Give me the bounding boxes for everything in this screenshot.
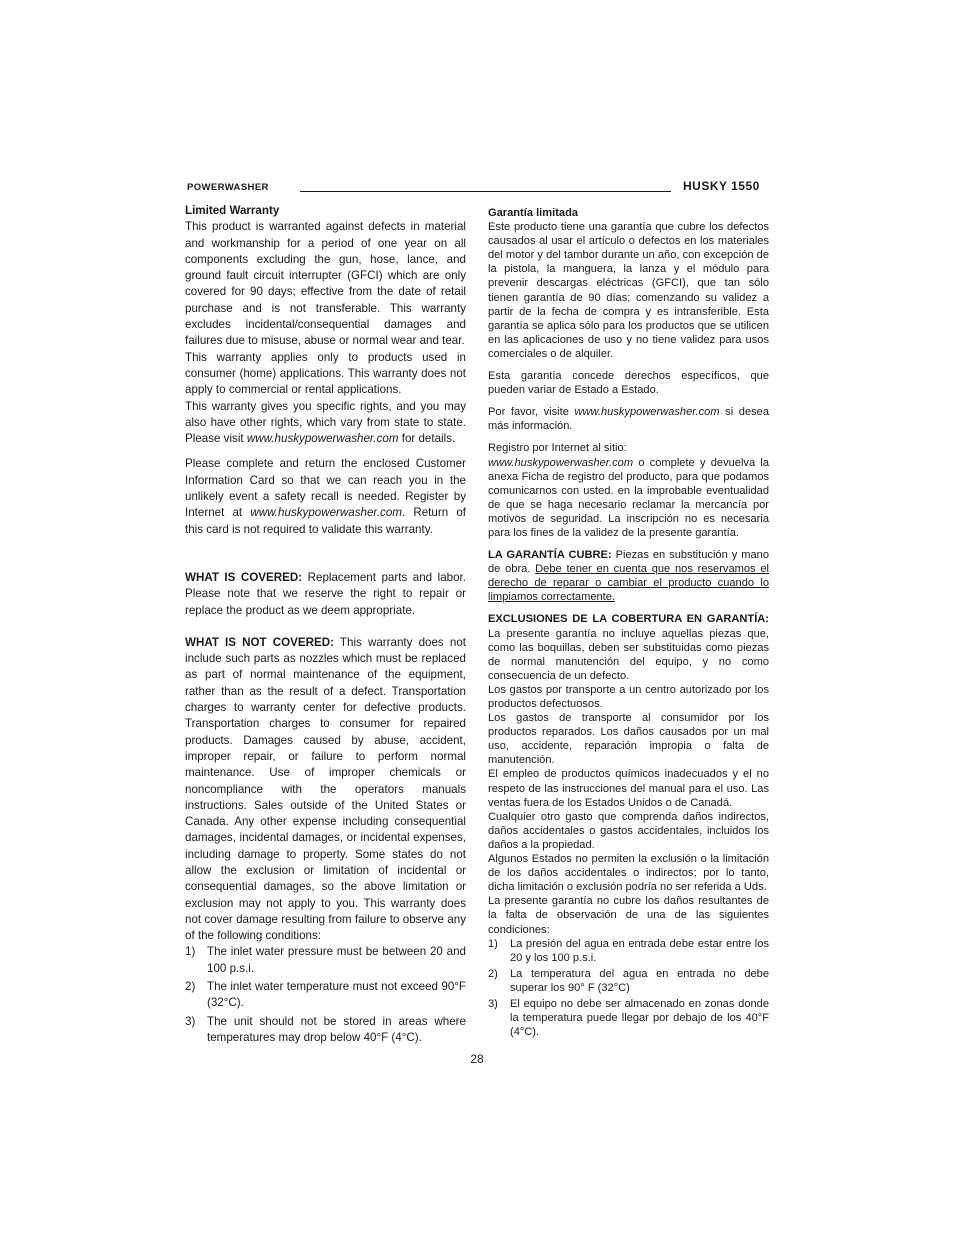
- registration-label: Registro por Internet al sitio:: [488, 442, 627, 455]
- exclusions-section: EXCLUSIONES DE LA COBERTURA EN GARANTÍA: La presente garantía no incluye aquellas piezas que, como las boquillas, deben ser substituidas como piezas de normal manutención del equipo, y no como consecuencia de un defecto.: [488, 613, 769, 682]
- not-covered-label: WHAT IS NOT COVERED:: [185, 635, 334, 649]
- website-link[interactable]: www.huskypowerwasher.com: [250, 506, 402, 520]
- header-product-type: POWERWASHER: [187, 182, 269, 193]
- covered-section: LA GARANTÍA CUBRE: Piezas en substitución y mano de obra. Debe tener en cuenta que nos reservamos el derecho de reparar o cambiar el producto cuando lo limpiamos correctamente.: [488, 549, 769, 604]
- covered-section: WHAT IS COVERED: Replacement parts and labor. Please note that we reserve the right to repair or replace the product as we deem appropriate.: [185, 570, 466, 617]
- warranty-paragraph: This product is warranted against defects in material and workmanship for a period of one year on all components excluding the gun, hose, lance, and ground fault circuit interrupter (GFCI) which are only covered for 90 days; effective from the date of retail purchase and is not transferable. This warranty excludes incidental/consequential damages and failures due to misuse, abuse or normal wear and tear.: [185, 220, 466, 348]
- english-column: [185, 203, 466, 1048]
- covered-label: LA GARANTÍA CUBRE:: [488, 549, 612, 562]
- warranty-paragraph: This warranty applies only to products used in consumer (home) applications. This warranty does not apply to commercial or rental applications.: [185, 350, 466, 397]
- page-number: 28: [470, 1052, 484, 1066]
- website-link[interactable]: www.huskypowerwasher.com: [488, 456, 634, 469]
- exclusion-paragraph: El empleo de productos químicos inadecuados y el no respeto de las instrucciones del manual para el uso. Las ventas fuera de los Estados Unidos o de Canadá.: [488, 768, 769, 809]
- list-item: 1) The inlet water pressure must be between 20 and 100 p.s.i.: [185, 945, 466, 975]
- conditions-list: [185, 944, 466, 1046]
- warranty-paragraph: Esta garantía concede derechos específicos, que pueden variar de Estado a Estado.: [488, 370, 769, 397]
- exclusion-paragraph: Los gastos por transporte a un centro autorizado por los productos defectuosos.: [488, 683, 769, 710]
- exclusion-paragraph: La presente garantía no cubre los daños resultantes de la falta de observación de una de las siguientes condiciones:: [488, 895, 769, 936]
- exclusion-paragraph: Los gastos de transporte al consumidor por los productos reparados. Los daños causados por un mal uso, accidente, reparación impropia o falta de manutención.: [488, 712, 769, 767]
- list-item: 2) La temperatura del agua en entrada no debe superar los 90° F (32°C): [488, 967, 769, 994]
- website-link[interactable]: www.huskypowerwasher.com: [246, 432, 399, 446]
- list-item: 3) The unit should not be stored in areas where temperatures may drop below 40°F (4°C).: [185, 1014, 466, 1044]
- warranty-paragraph: Este producto tiene una garantía que cubre los defectos causados al usar el artículo o defectos en los materiales del motor y del tambor durante un año, con excepción de la pistola, la manguera, la lanza y el módulo para prevenir descargas eléctricas (GFCI), que tan sólo tienen garantía de 90 días; comenzando su validez a partir de la fecha de compra y es intransferible. Esta garantía se aplica sólo para los productos que se utilicen en las aplicaciones de uso y no tiene validez para usos comerciales o de alquiler.: [488, 221, 769, 360]
- not-covered-section: WHAT IS NOT COVERED: This warranty does not include such parts as nozzles which must be replaced as part of normal maintenance of the equipment, rather than as the result of a defect. Transportation charges to warranty center for defective products. Transportation charges to consumer for repaired products. Damages caused by abuse, accident, improper repair, or failure to perform normal maintenance. Use of improper chemicals or noncompliance with the operators manuals instructions. Sales outside of the United States or Canada. Any other expense including consequential damages, incidental damages, or incidental expenses, including damage to property. Some states do not allow the exclusion or limitation of incidental or consequential damages, so the above limitation or exclusion may not apply to you. This warranty does not cover damage resulting from failure to observe any of the following conditions:: [185, 635, 466, 943]
- covered-label: WHAT IS COVERED:: [185, 570, 303, 584]
- list-item: 2) The inlet water temperature must not exceed 90°F (32°C).: [185, 980, 466, 1010]
- exclusions-label: EXCLUSIONES DE LA COBERTURA EN GARANTÍA:: [488, 613, 769, 626]
- warranty-title: Garantía limitada: [488, 207, 579, 219]
- registration-paragraph: Please complete and return the enclosed Customer Information Card so that we can reach you in the unlikely event a safety recall is needed. Register by Internet at www.huskypowerwasher.com. Return of this card is not required to validate this warranty.: [185, 457, 466, 536]
- warranty-paragraph: This warranty gives you specific rights, and you may also have other rights, which vary from state to state. Please visit www.huskypowerwasher.com for details.: [185, 399, 466, 446]
- spanish-column: [488, 206, 769, 1041]
- warranty-paragraph: Por favor, visite www.huskypowerwasher.com si desea más información.: [488, 406, 769, 433]
- list-item: 3) El equipo no debe ser almacenado en zonas donde la temperatura puede llegar por debajo de los 40°F (4°C).: [488, 997, 769, 1039]
- list-item: 1) La presión del agua en entrada debe estar entre los 20 y los 100 p.s.i.: [488, 937, 769, 964]
- registration-paragraph: www.huskypowerwasher.com o complete y devuelva la anexa Ficha de registro del producto, para que podamos comunicarnos con usted. en la improbable eventualidad de que se haga necesario reclamar la mercancía por motivos de seguridad. La inscripción no es necesaria para los fines de la validez de la presente garantía.: [488, 456, 769, 539]
- exclusion-paragraph: Algunos Estados no permiten la exclusión o la limitación de los daños accidentales o indirectos; por lo tanto, dicha limitación o exclusión podría no ser referida a Uds.: [488, 853, 769, 894]
- header-rule: [300, 191, 671, 192]
- header-model: HUSKY 1550: [683, 179, 760, 193]
- website-link[interactable]: www.huskypowerwasher.com: [574, 406, 720, 419]
- covered-note: Debe tener en cuenta que nos reservamos el derecho de reparar o cambiar el producto cuando lo limpiamos correctamente.: [488, 563, 769, 604]
- conditions-list: [488, 937, 769, 1040]
- exclusion-paragraph: Cualquier otro gasto que comprenda daños indirectos, daños accidentales o gastos accidentales, incluidos los daños a la propiedad.: [488, 810, 769, 851]
- warranty-title: Limited Warranty: [185, 204, 280, 217]
